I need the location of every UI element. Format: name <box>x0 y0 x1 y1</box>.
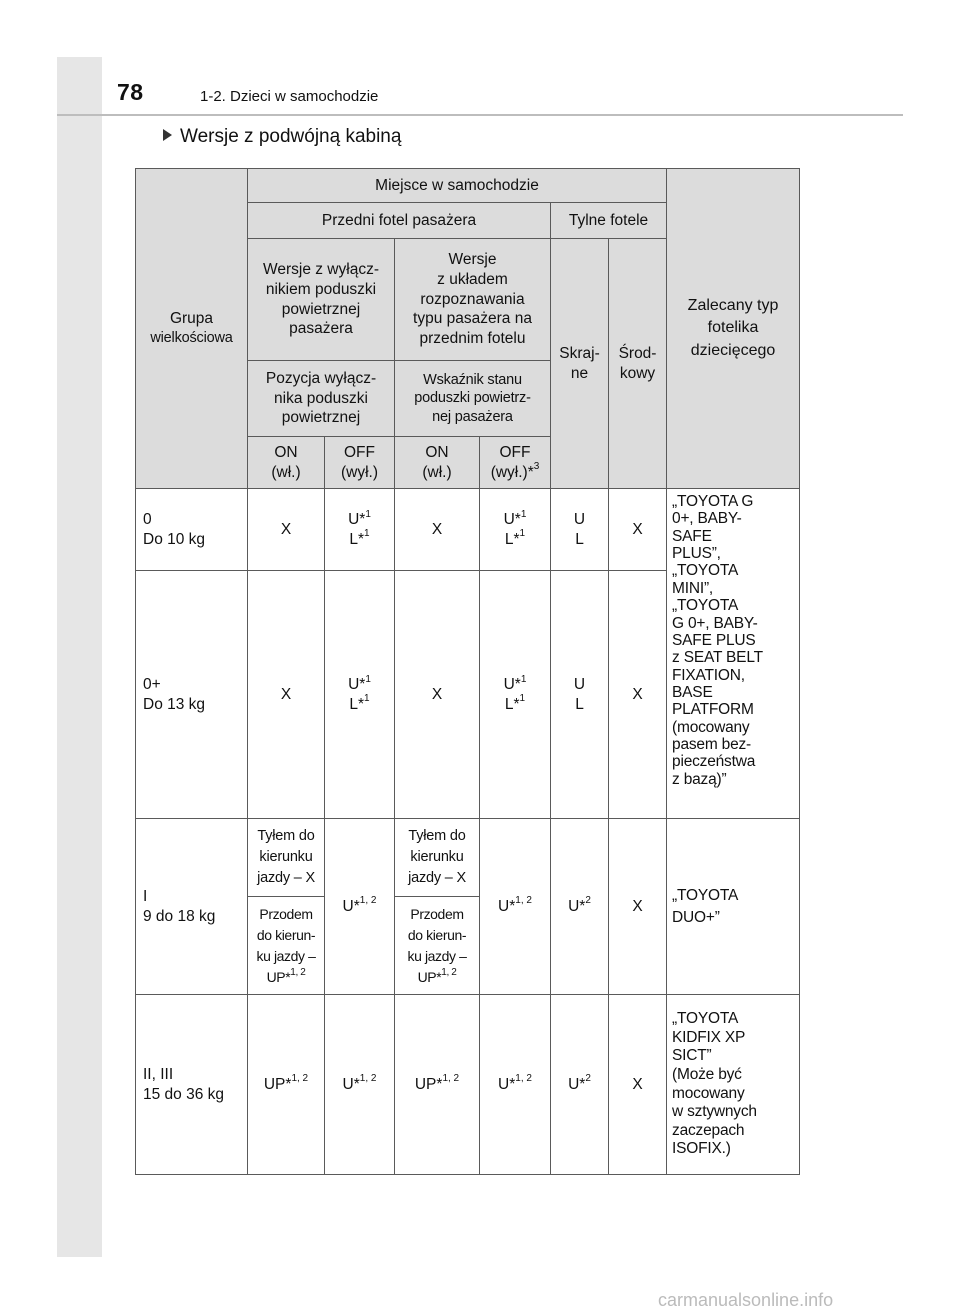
header-off-1: OFF (wył.) <box>325 437 395 489</box>
watermark: carmanualsonline.info <box>658 1290 834 1310</box>
header-classification-version: Wersje z układem rozpoznawania typu pasażera na przednim fotelu <box>395 239 551 361</box>
cell: X <box>248 489 325 571</box>
row-group: 0+ Do 13 kg <box>136 571 248 819</box>
cell: X <box>395 489 480 571</box>
header-indicator: Wskaźnik stanu poduszki powietrz- nej pasażera <box>395 361 551 437</box>
subsection-heading <box>163 126 401 148</box>
cell: X <box>248 571 325 819</box>
header-rear-seats: Tylne fotele <box>551 203 667 239</box>
header-front-seat: Przedni fotel pasażera <box>248 203 551 239</box>
child-seat-table <box>135 168 800 1175</box>
cell: X <box>609 489 667 571</box>
header-recommended: Zalecany typ fotelika dziecięcego <box>667 169 800 489</box>
table-row <box>136 995 800 1175</box>
table-row <box>136 489 800 571</box>
header-group: Grupa wielkościowa <box>136 169 248 489</box>
cell: U*$^{1, 2}$ <box>325 819 395 995</box>
recommended-seats-group-0: „TOYOTA G 0+, BABY- SAFE PLUS”, „TOYOTA MINI”, „TOYOTA G 0+, BABY- SAFE PLUS z SEAT BELT FIXATION, BASE PLATFORM (mocowany pasem bez- pieczeństwa z bazą)” <box>667 489 800 819</box>
table-row <box>136 819 800 897</box>
cell: X <box>609 995 667 1175</box>
recommended-seats-group-2: „TOYOTA KIDFIX XP SICT” (Może być mocowany w sztywnych zaczepach ISOFIX.) <box>667 995 800 1175</box>
row-group: 0 Do 10 kg <box>136 489 248 571</box>
row-group: I 9 do 18 kg <box>136 819 248 995</box>
cell: UP*$^{1, 2}$ <box>248 995 325 1175</box>
cell: U*$^2$ <box>551 995 609 1175</box>
cell: U*$^{1, 2}$ <box>480 995 551 1175</box>
cell-forward-facing: Przodem do kierun- ku jazdy – UP*$^{1, 2}$ <box>395 897 480 995</box>
cell: U L <box>551 489 609 571</box>
header-center-seat: Środ- kowy <box>609 239 667 489</box>
header-on-2: ON (wł.) <box>395 437 480 489</box>
cell: U*$^{1, 2}$ <box>325 995 395 1175</box>
cell: U*$^1$ L*$^1$ <box>325 571 395 819</box>
recommended-seats-group-1: „TOYOTA DUO+” <box>667 819 800 995</box>
section-title: 1-2. Dzieci w samochodzie <box>200 88 379 105</box>
header-switch-position: Pozycja wyłącz- nika poduszki powietrznej <box>248 361 395 437</box>
cell: U L <box>551 571 609 819</box>
header-divider <box>57 114 903 116</box>
cell: X <box>609 819 667 995</box>
header-position: Miejsce w samochodzie <box>248 169 667 203</box>
cell: U*$^2$ <box>551 819 609 995</box>
header-outer-seats: Skraj- ne <box>551 239 609 489</box>
page-sidebar-strip <box>57 57 102 1257</box>
row-group: II, III 15 do 36 kg <box>136 995 248 1175</box>
cell-forward-facing: Przodem do kierun- ku jazdy – UP*$^{1, 2}$ <box>248 897 325 995</box>
cell: U*$^1$ L*$^1$ <box>480 571 551 819</box>
cell-rear-facing: Tyłem do kierunku jazdy – X <box>248 819 325 897</box>
cell: U*$^{1, 2}$ <box>480 819 551 995</box>
subsection-text: Wersje z podwójną kabiną <box>180 126 402 147</box>
cell-rear-facing: Tyłem do kierunku jazdy – X <box>395 819 480 897</box>
cell: X <box>395 571 480 819</box>
header-off-2: OFF (wył.)*$^3$ <box>480 437 551 489</box>
cell: U*$^1$ L*$^1$ <box>325 489 395 571</box>
header-on-1: ON (wł.) <box>248 437 325 489</box>
page-header <box>57 57 903 115</box>
cell: U*$^1$ L*$^1$ <box>480 489 551 571</box>
page-number: 78 <box>117 79 144 105</box>
header-switch-version: Wersje z wyłącz- nikiem poduszki powietrznej pasażera <box>248 239 395 361</box>
triangle-bullet-icon <box>163 129 172 141</box>
cell: X <box>609 571 667 819</box>
cell: UP*$^{1, 2}$ <box>395 995 480 1175</box>
